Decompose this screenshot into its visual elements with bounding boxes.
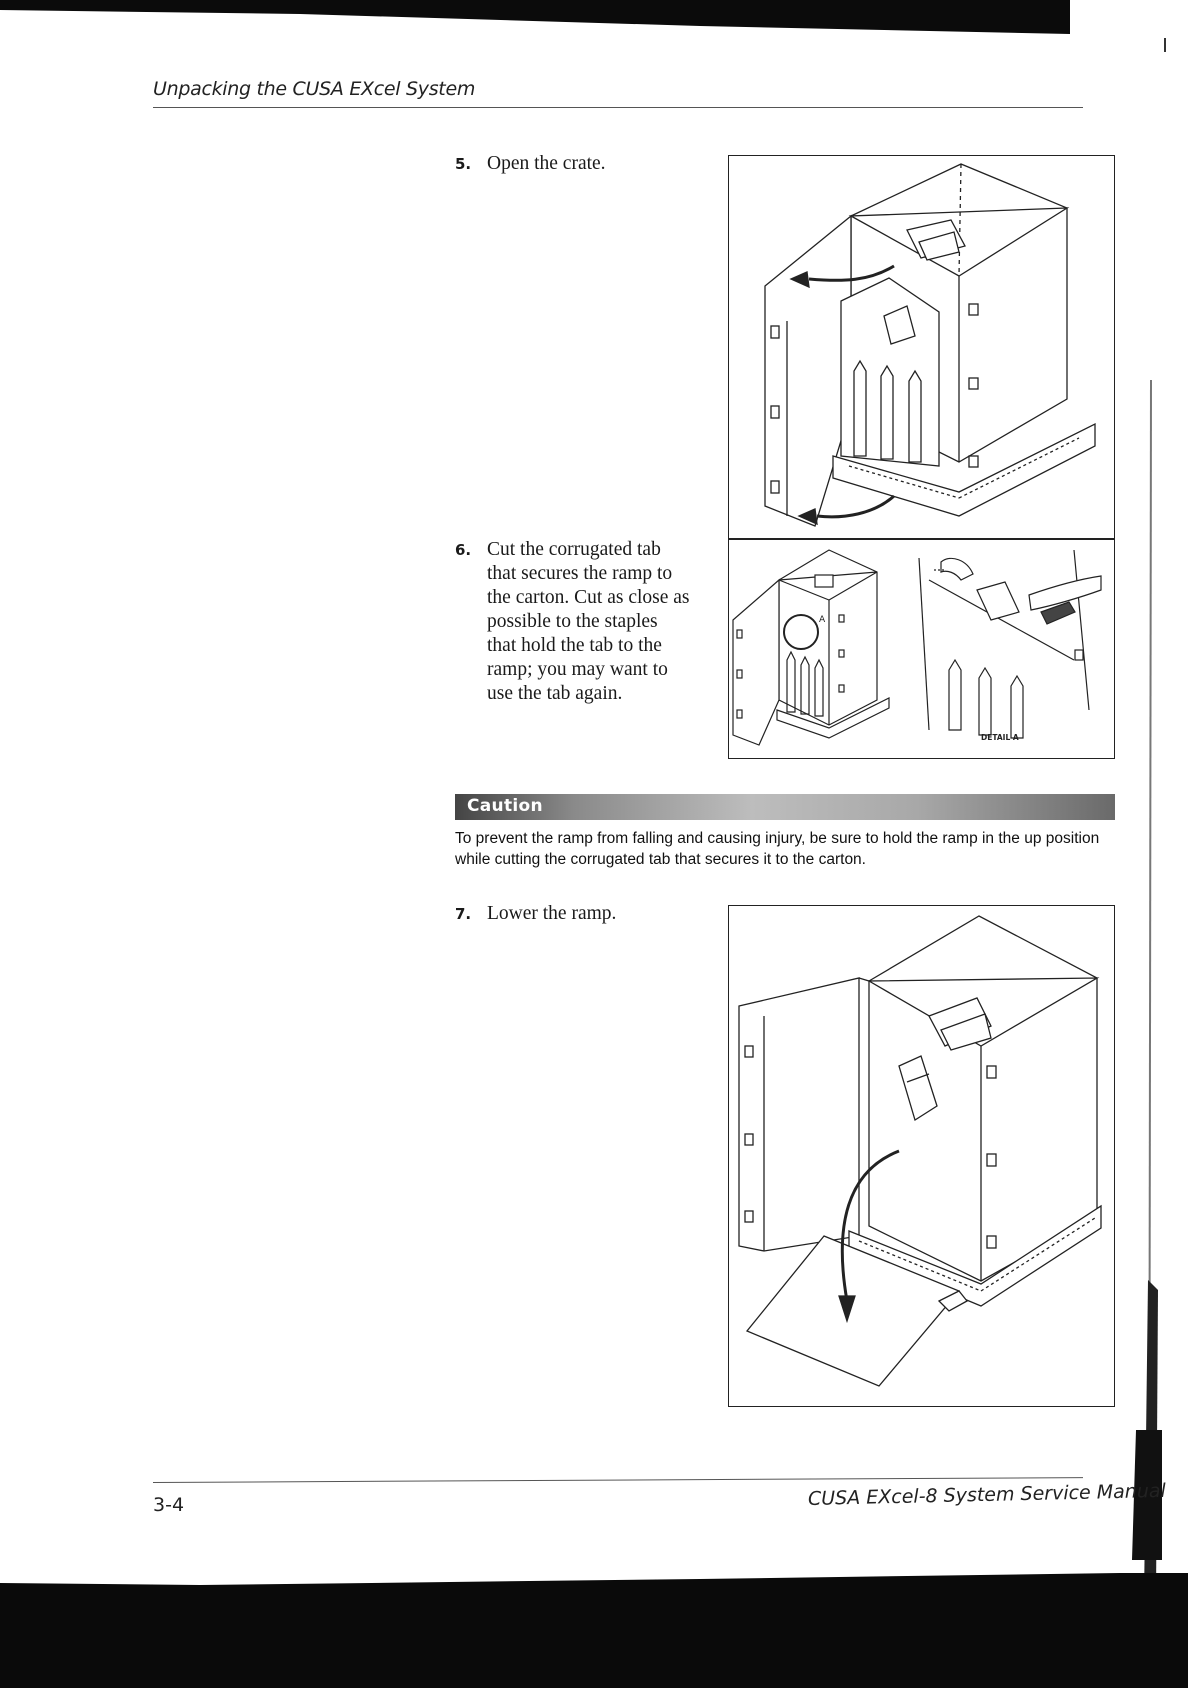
manual-title: CUSA EXcel-8 System Service Manual — [807, 1479, 1167, 1510]
step-6-number: 6. — [455, 541, 472, 559]
step-7-number: 7. — [455, 905, 472, 923]
step-5-number: 5. — [455, 155, 472, 173]
step-5 — [455, 152, 695, 182]
step-6-line: the carton. Cut as close as — [487, 587, 690, 608]
step-6-text — [487, 538, 690, 706]
caution-banner — [455, 794, 1115, 820]
figure-lower-ramp — [728, 905, 1115, 1407]
circle-marker: A — [819, 615, 826, 625]
bottom-scan-edge — [0, 1573, 1188, 1688]
open-crate-illustration — [729, 156, 1113, 537]
header-rule — [153, 107, 1083, 108]
step-6-line: possible to the staples — [487, 611, 658, 632]
step-6-line: ramp; you may want to — [487, 659, 668, 680]
step-7 — [455, 902, 695, 932]
step-5-text: Open the crate. — [487, 153, 606, 174]
step-7-text: Lower the ramp. — [487, 903, 617, 924]
step-6-line: that hold the tab to the — [487, 635, 662, 656]
footer-rule — [153, 1477, 1083, 1483]
lower-ramp-illustration — [729, 906, 1113, 1405]
step-6-line: use the tab again. — [487, 683, 623, 704]
step-6-line: that secures the ramp to — [487, 563, 673, 584]
step-6 — [455, 538, 720, 718]
page-number: 3-4 — [153, 1494, 185, 1516]
figure-open-crate — [728, 155, 1115, 539]
right-scan-edge — [1118, 0, 1188, 1688]
figure-cut-tab — [728, 539, 1115, 759]
detail-a-label: DETAIL A — [981, 733, 1019, 742]
step-6-line: Cut the corrugated tab — [487, 539, 661, 560]
cut-tab-illustration — [729, 540, 1113, 757]
caution-label: Caution — [467, 796, 543, 816]
top-scan-edge — [0, 0, 1070, 38]
caution-text: To prevent the ramp from falling and causing injury, be sure to hold the ramp in the up position while cutting the corrugated tab that secures it to the carton. — [455, 830, 1100, 868]
section-header: Unpacking the CUSA EXcel System — [153, 78, 476, 100]
